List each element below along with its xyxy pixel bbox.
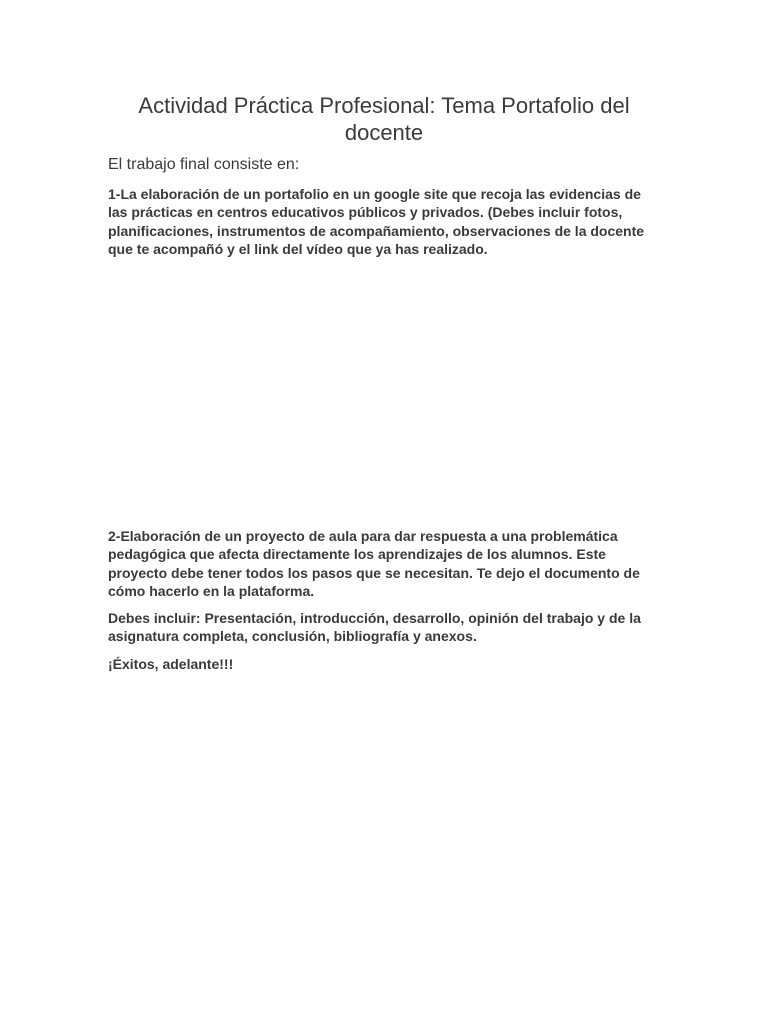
paragraph-project: 2-Elaboración de un proyecto de aula para dar respuesta a una problemática pedagógica que afecta directamente los aprendizajes de los alumnos. Este proyecto debe tener todos los pasos que se necesitan. Te dejo el documento de cómo hacerlo en la plataforma. [108,528,640,600]
document-title: Actividad Práctica Profesional: Tema Portafolio del docente [138,93,630,145]
paragraph-include: Debes incluir: Presentación, introducción, desarrollo, opinión del trabajo y de la asignatura completa, conclusión, bibliografía y anexos. [108,610,641,645]
paragraph-closing: ¡Éxitos, adelante!!! [108,656,234,672]
paragraph-portfolio: 1-La elaboración de un portafolio en un google site que recoja las evidencias de las prácticas en centros educativos públicos y privados. (Debes incluir fotos, planificaciones, instrumentos de acompañamiento, observaciones de la docente que te acompañó y el link del vídeo que ya has realizado. [108,186,645,258]
document-subtitle: El trabajo final consiste en: [108,156,300,173]
